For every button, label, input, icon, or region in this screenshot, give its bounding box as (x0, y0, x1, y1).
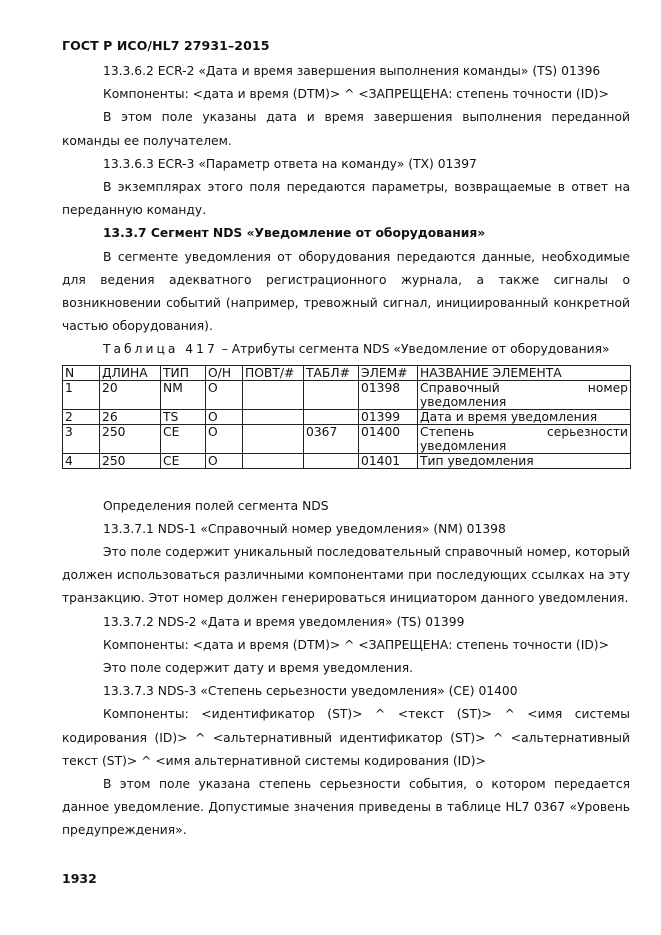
clause-ecr-3-description: В экземплярах этого поля передаются параметры, возвращаемые в ответ на переданную команду. (62, 180, 630, 218)
cell-repetition (243, 409, 304, 424)
page-content (62, 60, 630, 843)
page-number: 1932 (62, 871, 97, 886)
cell-table (304, 453, 359, 468)
cell-length: 26 (100, 409, 161, 424)
cell-element-name: Справочный номер уведомления (418, 380, 631, 409)
clause-nds-1-description: Это поле содержит уникальный последовательный справочный номер, который должен использоваться различными компонентами при последующих ссылках на эту транзакцию. Этот номер должен генерироваться инициатором данного уведомления. (62, 545, 630, 606)
section-nds-heading: 13.3.7 Сегмент NDS «Уведомление от оборудования» (103, 226, 486, 241)
col-header-item: ЭЛЕМ# (359, 365, 418, 380)
nds-field-definitions-heading: Определения полей сегмента NDS (103, 498, 329, 513)
col-header-element-name: НАЗВАНИЕ ЭЛЕМЕНТА (418, 365, 631, 380)
table-row (63, 424, 631, 453)
table-row (63, 409, 631, 424)
table-caption-label: Таблица 417 (103, 342, 218, 357)
cell-item: 01401 (359, 453, 418, 468)
col-header-table: ТАБЛ# (304, 365, 359, 380)
clause-nds-2-description: Это поле содержит дату и время уведомления. (103, 661, 414, 676)
clause-nds-1-title: 13.3.7.1 NDS-1 «Справочный номер уведомления» (NM) 01398 (103, 521, 506, 536)
col-header-type: ТИП (161, 365, 206, 380)
cell-item: 01399 (359, 409, 418, 424)
clause-nds-2-title: 13.3.7.2 NDS-2 «Дата и время уведомления» (TS) 01399 (103, 614, 465, 629)
table-header-row (63, 365, 631, 380)
table-row (63, 380, 631, 409)
table-caption (62, 338, 630, 361)
cell-length: 20 (100, 380, 161, 409)
cell-n: 4 (63, 453, 100, 468)
clause-nds-3-components: Компоненты: <идентификатор (ST)> ^ <текст (ST)> ^ <имя системы кодирования (ID)> ^ <альтернативный идентификатор (ST)> ^ <альтернативный текст (ST)> ^ <имя альтернативной системы кодирования (ID)> (62, 707, 630, 768)
cell-type: TS (161, 409, 206, 424)
cell-element-name: Степень серьезности уведомления (418, 424, 631, 453)
cell-repetition (243, 380, 304, 409)
cell-optionality: О (206, 453, 243, 468)
col-header-optionality: О/Н (206, 365, 243, 380)
cell-optionality: О (206, 424, 243, 453)
cell-item: 01398 (359, 380, 418, 409)
cell-element-name: Дата и время уведомления (418, 409, 631, 424)
cell-length: 250 (100, 424, 161, 453)
standard-header: ГОСТ Р ИСО/HL7 27931–2015 (62, 38, 270, 53)
cell-type: NM (161, 380, 206, 409)
cell-length: 250 (100, 453, 161, 468)
cell-type: CE (161, 453, 206, 468)
cell-item: 01400 (359, 424, 418, 453)
cell-repetition (243, 453, 304, 468)
col-header-n: N (63, 365, 100, 380)
col-header-repetition: ПОВТ/# (243, 365, 304, 380)
cell-optionality: О (206, 409, 243, 424)
col-header-length: ДЛИНА (100, 365, 161, 380)
clause-nds-3-title: 13.3.7.3 NDS-3 «Степень серьезности уведомления» (CE) 01400 (103, 684, 518, 699)
table-caption-text: – Атрибуты сегмента NDS «Уведомление от оборудования» (221, 342, 610, 357)
cell-n: 3 (63, 424, 100, 453)
clause-nds-3-description: В этом поле указана степень серьезности события, о котором передается данное уведомление. Допустимые значения приведены в таблице HL7 0367 «Уровень предупреждения». (62, 777, 630, 838)
clause-ecr-2-description: В этом поле указаны дата и время завершения выполнения переданной команды ее получателем. (62, 110, 630, 148)
cell-n: 2 (63, 409, 100, 424)
cell-repetition (243, 424, 304, 453)
cell-table: 0367 (304, 424, 359, 453)
clause-ecr-3-title: 13.3.6.3 ECR-3 «Параметр ответа на команду» (TX) 01397 (103, 156, 477, 171)
cell-optionality: О (206, 380, 243, 409)
cell-element-name: Тип уведомления (418, 453, 631, 468)
cell-table (304, 380, 359, 409)
clause-nds-2-components: Компоненты: <дата и время (DTM)> ^ <ЗАПРЕЩЕНА: степень точности (ID)> (103, 637, 609, 652)
nds-attributes-table (62, 365, 631, 469)
section-nds-intro: В сегменте уведомления от оборудования передаются данные, необходимые для ведения адекватного регистрационного журнала, а также сигналы о возникновении событий (например, тревожный сигнал, инициированный конкретной частью оборудования). (62, 249, 630, 334)
clause-ecr-2-title: 13.3.6.2 ECR-2 «Дата и время завершения выполнения команды» (TS) 01396 (103, 64, 601, 78)
cell-n: 1 (63, 380, 100, 409)
table-row (63, 453, 631, 468)
cell-table (304, 409, 359, 424)
clause-ecr-2-components: Компоненты: <дата и время (DTM)> ^ <ЗАПРЕЩЕНА: степень точности (ID)> (103, 87, 609, 102)
cell-type: CE (161, 424, 206, 453)
